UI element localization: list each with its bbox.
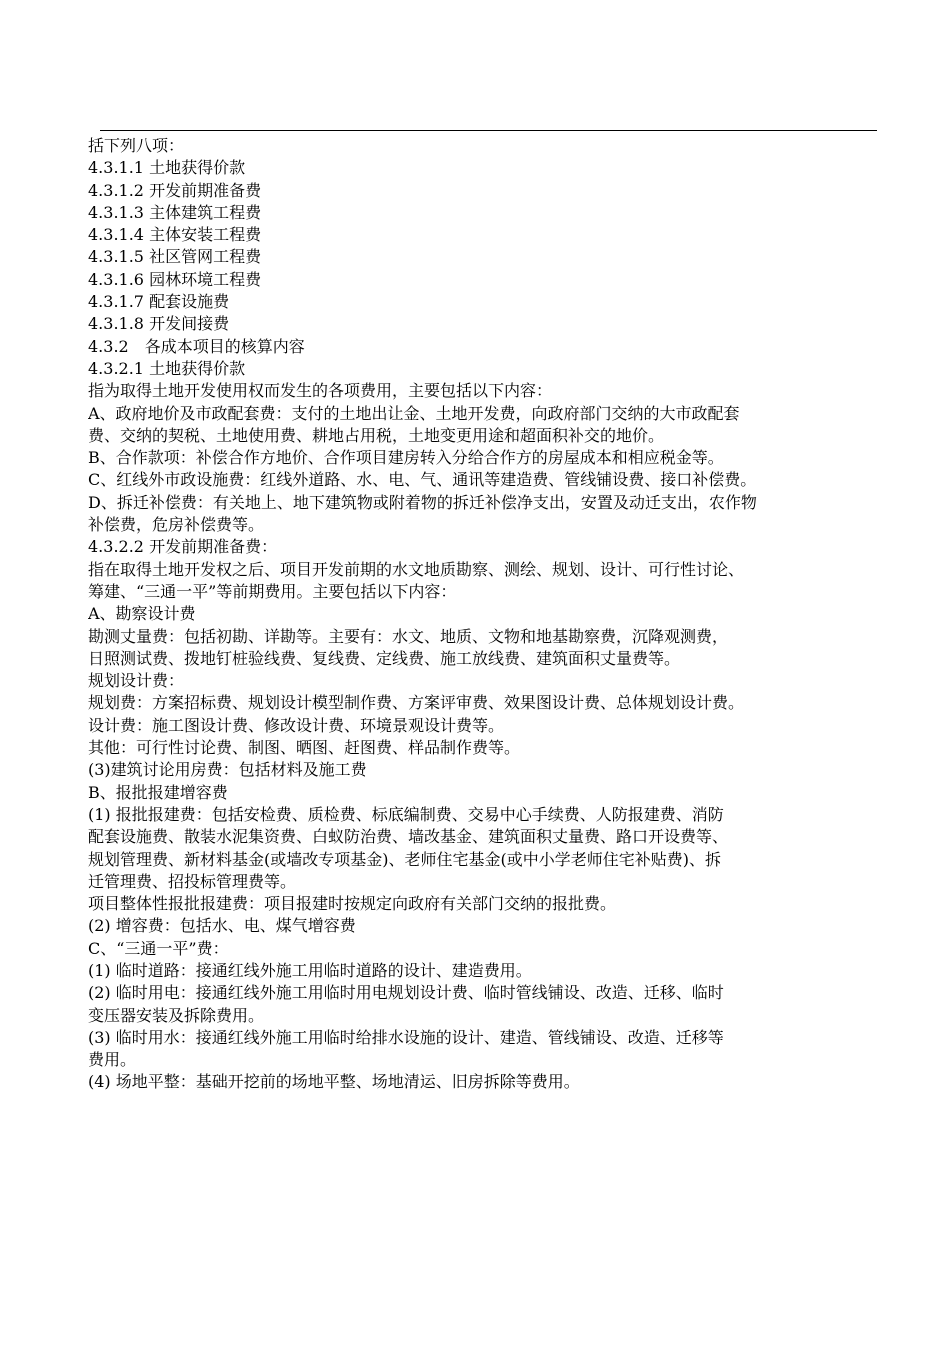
text-line: D、拆迁补偿费：有关地上、地下建筑物或附着物的拆迁补偿净支出，安置及动迁支出，农作物: [88, 492, 757, 512]
text-line: C、红线外市政设施费：红线外道路、水、电、气、通讯等建造费、管线铺设费、接口补偿费。: [88, 470, 757, 490]
text-line: 规划设计费：: [88, 671, 185, 691]
text-line: 4.3.1.8 开发间接费: [88, 314, 230, 334]
text-line: 日照测试费、拨地钉桩验线费、复线费、定线费、施工放线费、建筑面积丈量费等。: [88, 648, 681, 668]
text-line: B、合作款项：补偿合作方地价、合作项目建房转入分给合作方的房屋成本和相应税金等。: [88, 448, 724, 468]
text-line: 4.3.2 各成本项目的核算内容: [88, 336, 305, 356]
text-line: 4.3.2.2 开发前期准备费：: [88, 537, 278, 557]
text-line: (1) 临时道路：接通红线外施工用临时道路的设计、建造费用。: [88, 960, 532, 980]
text-line: 迁管理费、招投标管理费等。: [88, 871, 297, 891]
text-line: 4.3.1.3 主体建筑工程费: [88, 202, 262, 222]
text-line: (4) 场地平整：基础开挖前的场地平整、场地清运、旧房拆除等费用。: [88, 1072, 580, 1092]
text-line: C、“三通一平”费：: [88, 938, 229, 958]
text-line: 筹建、“三通一平”等前期费用。主要包括以下内容：: [88, 581, 457, 601]
text-line: 设计费：施工图设计费、修改设计费、环境景观设计费等。: [88, 715, 505, 735]
text-line: A、勘察设计费: [88, 604, 196, 624]
text-line: 其他：可行性讨论费、制图、晒图、赶图费、样品制作费等。: [88, 738, 521, 758]
text-line: 补偿费，危房补偿费等。: [88, 515, 265, 535]
text-line: 费、交纳的契税、土地使用费、耕地占用税，土地变更用途和超面积补交的地价。: [88, 425, 665, 445]
text-line: 项目整体性报批报建费：项目报建时按规定向政府有关部门交纳的报批费。: [88, 894, 617, 914]
text-line: B、报批报建增容费: [88, 782, 228, 802]
text-line: 4.3.1.1 土地获得价款: [88, 158, 246, 178]
header-rule: [100, 130, 877, 131]
text-line: 4.3.1.5 社区管网工程费: [88, 247, 262, 267]
text-line: (2) 临时用电：接通红线外施工用临时用电规划设计费、临时管线铺设、改造、迁移、临时: [88, 983, 724, 1003]
text-line: 费用。: [88, 1050, 137, 1070]
text-line: (1) 报批报建费：包括安检费、质检费、标底编制费、交易中心手续费、人防报建费、消防: [88, 804, 724, 824]
text-line: 指在取得土地开发权之后、项目开发前期的水文地质勘察、测绘、规划、设计、可行性讨论、: [88, 559, 745, 579]
text-line: 指为取得土地开发使用权而发生的各项费用，主要包括以下内容：: [88, 381, 553, 401]
text-line: 括下列八项：: [88, 136, 185, 155]
text-line: 4.3.1.4 主体安装工程费: [88, 225, 262, 245]
text-line: 配套设施费、散装水泥集资费、白蚁防治费、墙改基金、建筑面积丈量费、路口开设费等、: [88, 827, 729, 847]
text-line: 4.3.1.7 配套设施费: [88, 292, 230, 312]
text-line: 4.3.2.1 土地获得价款: [88, 358, 246, 378]
document-body: [88, 135, 868, 1094]
text-line: 勘测丈量费：包括初勘、详勘等。主要有：水文、地质、文物和地基勘察费，沉降观测费，: [88, 626, 729, 646]
text-line: (3) 临时用水：接通红线外施工用临时给排水设施的设计、建造、管线铺设、改造、迁移等: [88, 1027, 724, 1047]
text-line: A、政府地价及市政配套费：支付的土地出让金、土地开发费，向政府部门交纳的大市政配套: [88, 403, 740, 423]
text-line: 变压器安装及拆除费用。: [88, 1005, 265, 1025]
text-line: 4.3.1.6 园林环境工程费: [88, 269, 262, 289]
text-line: (2) 增容费：包括水、电、煤气增容费: [88, 916, 356, 936]
text-line: 4.3.1.2 开发前期准备费: [88, 180, 262, 200]
text-line: 规划管理费、新材料基金(或墙改专项基金)、老师住宅基金(或中小学老师住宅补贴费)、拆: [88, 849, 721, 869]
text-line: (3)建筑讨论用房费：包括材料及施工费: [88, 760, 367, 780]
text-line: 规划费：方案招标费、规划设计模型制作费、方案评审费、效果图设计费、总体规划设计费。: [88, 693, 745, 713]
